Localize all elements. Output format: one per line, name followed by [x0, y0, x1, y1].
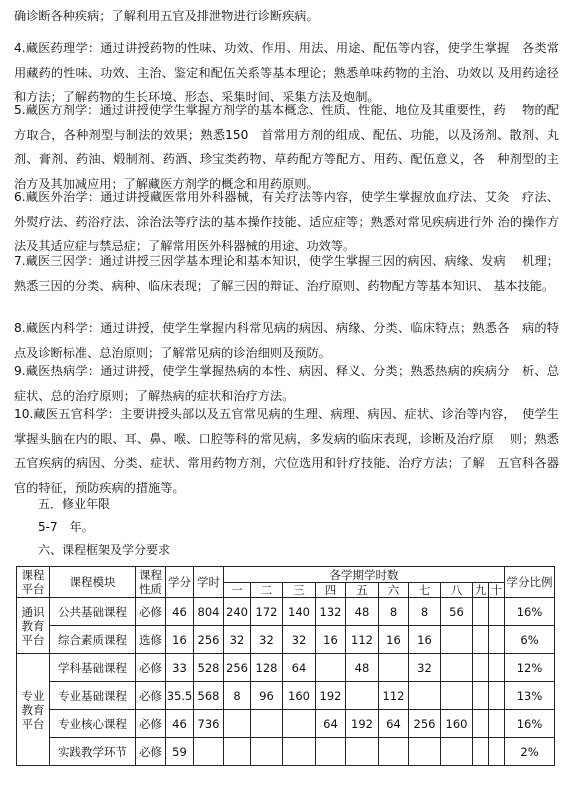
table-row	[17, 710, 555, 738]
paragraph-ent: 10.藏医五官科学：主要讲授头部以及五官常见病的生理、病理、病因、症状、诊治等内容， 使学生掌握头脑在内的眼、耳、鼻、喉、口腔等科的常见病，多发病的临床表现，诊断及治疗原 则；熟悉五官疾病的病因、分类、症状、常用药物方剂，穴位选用和针疗技能、治疗方法；了解 五官科各器官的特征，预防疾病的措施等。	[14, 407, 559, 495]
semester-hours-cell	[489, 682, 505, 710]
semester-hours-cell: 8	[224, 682, 251, 710]
module-cell: 专业核心课程	[50, 710, 136, 738]
credit-ratio-cell: 16%	[505, 710, 555, 738]
nature-cell: 必修	[136, 598, 166, 626]
semester-hours-cell: 64	[316, 710, 346, 738]
credit-ratio-cell: 6%	[505, 626, 555, 654]
semester-hours-cell: 8	[409, 598, 441, 626]
header-platform: 课程平台	[17, 567, 50, 598]
semester-hours-cell	[409, 738, 441, 766]
semester-hours-cell: 48	[346, 598, 379, 626]
semester-hours-cell: 32	[251, 626, 283, 654]
semester-hours-cell	[379, 654, 409, 682]
section-heading-course-framework: 六、课程框架及学分要求	[38, 543, 171, 557]
semester-hours-cell: 192	[316, 682, 346, 710]
semester-hours-cell	[441, 654, 473, 682]
header-credit: 学分	[166, 567, 194, 598]
credit-ratio-cell: 12%	[505, 654, 555, 682]
header-semester: 六	[379, 583, 409, 598]
paragraph-fever-disease: 9.藏医热病学：通过讲授，使学生掌握热病的本性、病因、释义、分类；熟悉热病的疾病分 析、总症状、总的治疗原则；了解热病的症状和治疗方法。	[14, 364, 559, 403]
module-cell: 学科基础课程	[50, 654, 136, 682]
table-row	[17, 738, 555, 766]
credit-cell: 46	[166, 598, 194, 626]
semester-hours-cell: 256	[224, 654, 251, 682]
header-module: 课程模块	[50, 567, 136, 598]
semester-hours-cell	[473, 738, 489, 766]
semester-hours-cell: 172	[251, 598, 283, 626]
nature-cell: 必修	[136, 654, 166, 682]
semester-hours-cell: 160	[441, 710, 473, 738]
module-cell: 实践教学环节	[50, 738, 136, 766]
semester-hours-cell: 64	[379, 710, 409, 738]
header-semester: 八	[441, 583, 473, 598]
semester-hours-cell	[441, 626, 473, 654]
semester-hours-cell: 48	[346, 654, 379, 682]
semester-hours-cell: 160	[283, 682, 316, 710]
header-semester-hours: 各学期学时数	[224, 567, 505, 583]
semester-hours-cell	[283, 710, 316, 738]
semester-hours-cell	[489, 598, 505, 626]
course-framework-table	[16, 566, 555, 766]
header-semester: 四	[316, 583, 346, 598]
header-semester: 十	[489, 583, 505, 598]
semester-hours-cell: 16	[379, 626, 409, 654]
semester-hours-cell	[346, 682, 379, 710]
credit-cell: 33	[166, 654, 194, 682]
table-row	[17, 626, 555, 654]
credit-cell: 35.5	[166, 682, 194, 710]
module-cell: 专业基础课程	[50, 682, 136, 710]
credit-cell: 16	[166, 626, 194, 654]
paragraph-internal-medicine: 8.藏医内科学：通过讲授，使学生掌握内科常见病的病因、病缘、分类、临床特点；熟悉各 病的特点及诊断标准、总治原则；了解常见病的诊治细则及预防。	[14, 321, 559, 360]
hours-cell: 568	[194, 682, 224, 710]
nature-cell: 必修	[136, 682, 166, 710]
semester-hours-cell: 140	[283, 598, 316, 626]
semester-hours-cell	[224, 710, 251, 738]
module-cell: 综合素质课程	[50, 626, 136, 654]
semester-hours-cell	[251, 710, 283, 738]
semester-hours-cell	[473, 682, 489, 710]
hours-cell: 804	[194, 598, 224, 626]
semester-hours-cell: 56	[441, 598, 473, 626]
semester-hours-cell: 8	[379, 598, 409, 626]
semester-hours-cell	[473, 654, 489, 682]
semester-hours-cell	[224, 738, 251, 766]
semester-hours-cell	[489, 626, 505, 654]
paragraph-pharmacology: 4.藏医药理学：通过讲授药物的性味、功效、作用、用法、用途、配伍等内容，使学生掌握 各类常用藏药的性味、功效、主治、鉴定和配伍关系等基本理论；熟悉单味药物的主治、功效以 及用药途径和方法；了解药物的生长环境、形态、采集时间、采集方法及炮制。	[14, 41, 559, 104]
semester-hours-cell	[489, 710, 505, 738]
semester-hours-cell: 32	[409, 654, 441, 682]
semester-hours-cell: 16	[409, 626, 441, 654]
hours-cell: 256	[194, 626, 224, 654]
semester-hours-cell	[409, 682, 441, 710]
semester-hours-cell	[441, 682, 473, 710]
credit-cell: 46	[166, 710, 194, 738]
semester-hours-cell: 96	[251, 682, 283, 710]
semester-hours-cell: 192	[346, 710, 379, 738]
semester-hours-cell	[346, 738, 379, 766]
header-nature: 课程性质	[136, 567, 166, 598]
section-heading-study-years: 五．修业年限	[38, 497, 111, 511]
hours-cell: 528	[194, 654, 224, 682]
semester-hours-cell: 132	[316, 598, 346, 626]
semester-hours-cell	[316, 654, 346, 682]
hours-cell: 736	[194, 710, 224, 738]
semester-hours-cell	[473, 710, 489, 738]
semester-hours-cell: 64	[283, 654, 316, 682]
study-years-value: 5-7 年。	[38, 520, 94, 534]
header-semester: 二	[251, 583, 283, 598]
semester-hours-cell	[473, 626, 489, 654]
semester-hours-cell: 256	[409, 710, 441, 738]
paragraph-three-causes: 7.藏医三因学：通过讲授三因学基本理论和基本知识，使学生掌握三因的病因、病缘、发病 机理；熟悉三因的分类、病种、临床表现；了解三因的辩证、治疗原则、药物配方等基本知识、 基本技能。	[14, 254, 559, 293]
credit-ratio-cell: 16%	[505, 598, 555, 626]
table-row	[17, 682, 555, 710]
nature-cell: 必修	[136, 738, 166, 766]
semester-hours-cell	[316, 738, 346, 766]
header-credit-ratio: 学分比例	[505, 567, 555, 598]
semester-hours-cell: 240	[224, 598, 251, 626]
semester-hours-cell	[379, 738, 409, 766]
semester-hours-cell: 16	[316, 626, 346, 654]
module-cell: 公共基础课程	[50, 598, 136, 626]
nature-cell: 选修	[136, 626, 166, 654]
semester-hours-cell: 128	[251, 654, 283, 682]
credit-ratio-cell: 13%	[505, 682, 555, 710]
semester-hours-cell	[251, 738, 283, 766]
header-semester: 三	[283, 583, 316, 598]
semester-hours-cell	[473, 598, 489, 626]
semester-hours-cell: 112	[346, 626, 379, 654]
semester-hours-cell: 32	[283, 626, 316, 654]
platform-cell: 通识教育平台	[17, 598, 50, 654]
header-hours: 学时	[194, 567, 224, 598]
platform-cell: 专业教育平台	[17, 654, 50, 766]
hours-cell	[194, 738, 224, 766]
semester-hours-cell	[441, 738, 473, 766]
semester-hours-cell: 32	[224, 626, 251, 654]
semester-hours-cell	[489, 654, 505, 682]
paragraph-diagnosis-tail: 确诊断各种疾病；了解利用五官及排泄物进行诊断疾病。	[14, 9, 319, 23]
credit-ratio-cell: 2%	[505, 738, 555, 766]
semester-hours-cell	[489, 738, 505, 766]
semester-hours-cell	[283, 738, 316, 766]
header-semester: 一	[224, 583, 251, 598]
credit-cell: 59	[166, 738, 194, 766]
semester-hours-cell: 112	[379, 682, 409, 710]
header-semester: 五	[346, 583, 379, 598]
table-row	[17, 654, 555, 682]
header-semester: 七	[409, 583, 441, 598]
header-semester: 九	[473, 583, 489, 598]
table-row	[17, 598, 555, 626]
nature-cell: 必修	[136, 710, 166, 738]
paragraph-external-treatment: 6.藏医外治学：通过讲授藏医常用外科器械，有关疗法等内容，使学生掌握放血疗法、艾灸 疗法、外熨疗法、药浴疗法、涂治法等疗法的基本操作技能、适应症等；熟悉对常见疾病进行外 治的操作方法及其适应症与禁忌症；了解常用医外科器械的用途、功效等。	[14, 190, 559, 253]
paragraph-formulas: 5.藏医方剂学：通过讲授使学生掌握方剂学的基本概念、性质、性能、地位及其重要性，药 物的配方取合，各种剂型与制法的效果；熟悉150 首常用方剂的组成、配伍、功能，以及汤剂、散剂、丸剂、膏剂、药油、煅制剂、药酒、珍宝类药物、草药配方等配方、用药、配伍意义，各 种剂型的主治方及其加减应用；了解藏医方剂学的概念和用药原则。	[14, 103, 559, 191]
